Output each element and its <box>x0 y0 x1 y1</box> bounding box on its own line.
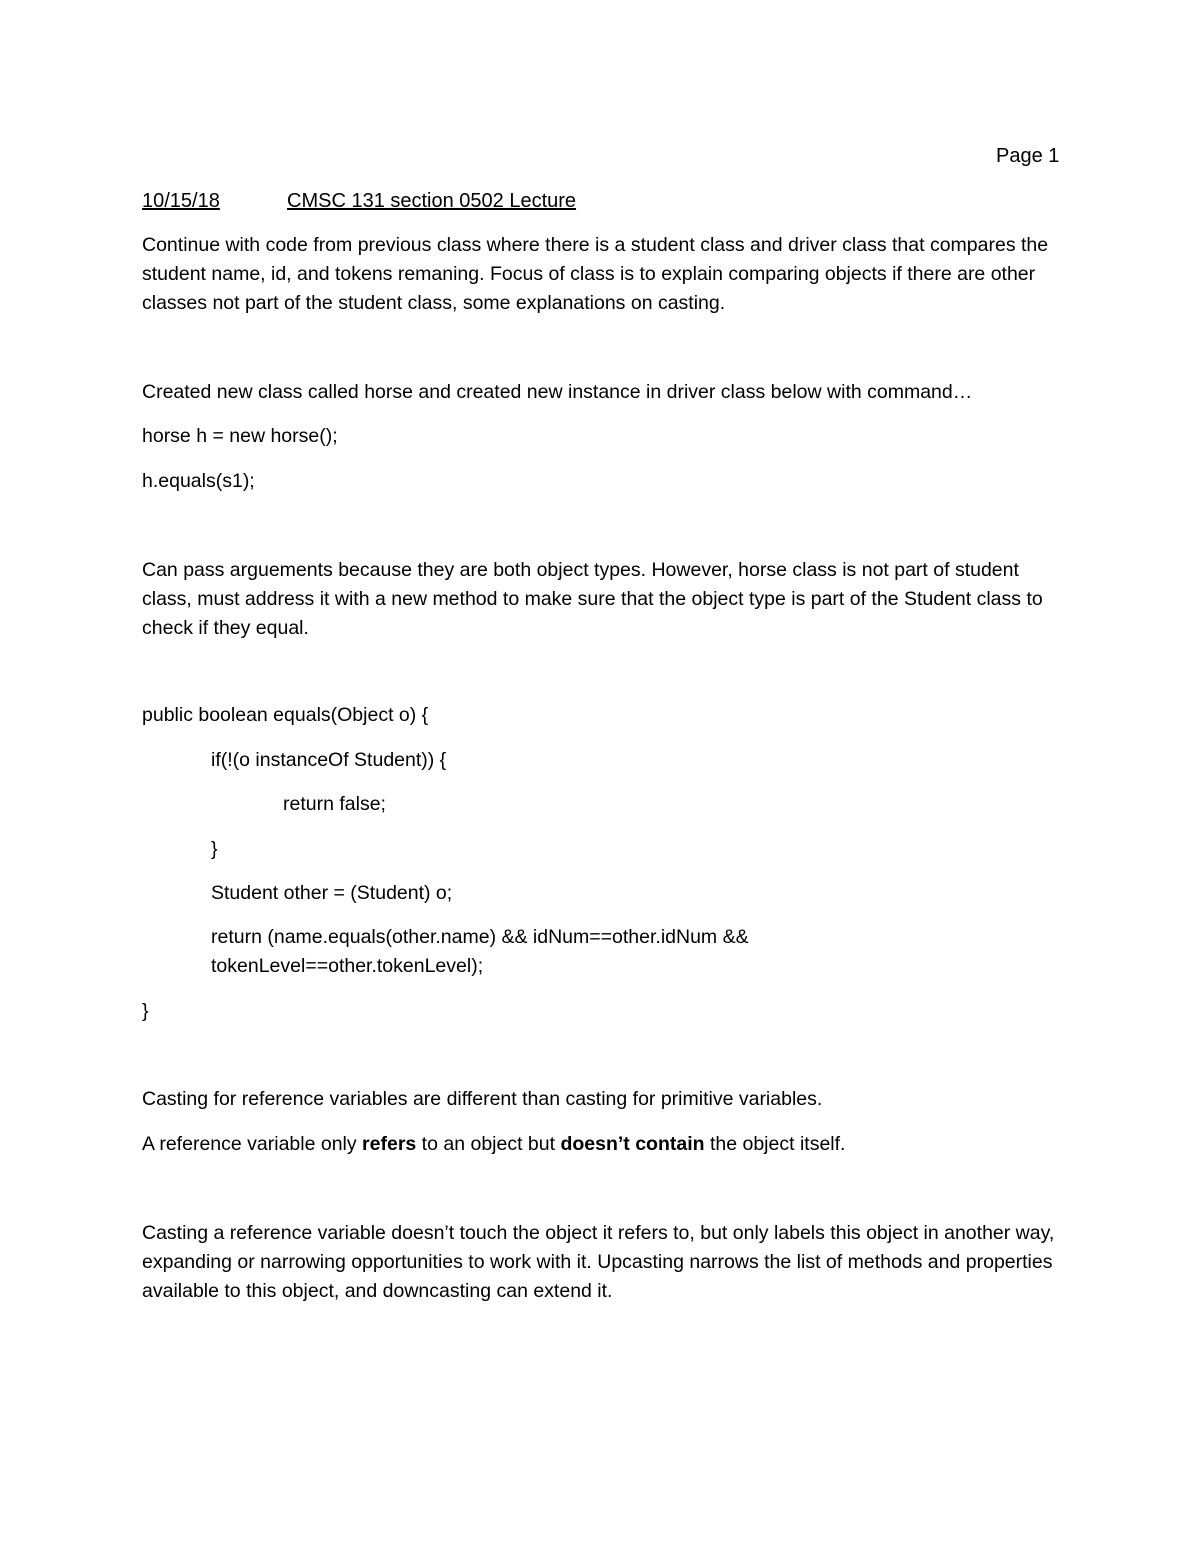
equals-signature-line: public boolean equals(Object o) { <box>142 704 429 726</box>
cast-line: Student other = (Student) o; <box>211 882 453 904</box>
reference-text-1: A reference variable only <box>142 1133 363 1155</box>
reference-text-2: to an object but <box>416 1133 561 1155</box>
if-instanceof-line: if(!(o instanceOf Student)) { <box>211 749 447 771</box>
return-compare-line-2: tokenLevel==other.tokenLevel); <box>211 955 484 977</box>
equals-call-line: h.equals(s1); <box>142 470 255 492</box>
lecture-date: 10/15/18 <box>142 190 220 212</box>
return-false-line: return false; <box>283 793 386 815</box>
close-if-brace: } <box>211 838 218 860</box>
course-title: CMSC 131 section 0502 Lecture <box>287 190 577 212</box>
reference-sentence <box>142 1130 1062 1159</box>
horse-code-line: horse h = new horse(); <box>142 425 338 447</box>
reference-text-3: the object itself. <box>704 1133 846 1155</box>
doesnt-contain-emphasis: doesn’t contain <box>560 1133 705 1155</box>
final-paragraph: Casting a reference variable doesn’t touch the object it refers to, but only labels this object in another way, expanding or narrowing opportunities to work with it. Upcasting narrows the list of methods and properties available to this object, and downcasting can extend it. <box>142 1222 1055 1302</box>
return-compare-line-1: return (name.equals(other.name) && idNum==other.idNum && <box>211 926 749 948</box>
close-method-brace: } <box>142 1000 149 1022</box>
arguments-paragraph: Can pass arguements because they are both object types. However, horse class is not part of student class, must address it with a new method to make sure that the object type is part of the Student class to check if they equal. <box>142 559 1043 639</box>
refers-emphasis: refers <box>362 1133 417 1155</box>
horse-paragraph: Created new class called horse and created new instance in driver class below with command… <box>142 381 973 403</box>
casting-paragraph: Casting for reference variables are different than casting for primitive variables. <box>142 1088 823 1110</box>
page-number: Page 1 <box>996 145 1060 167</box>
intro-paragraph: Continue with code from previous class where there is a student class and driver class that compares the student name, id, and tokens remaning. Focus of class is to explain comparing objects if there are other classes not part of the student class, some explanations on casting. <box>142 234 1049 314</box>
